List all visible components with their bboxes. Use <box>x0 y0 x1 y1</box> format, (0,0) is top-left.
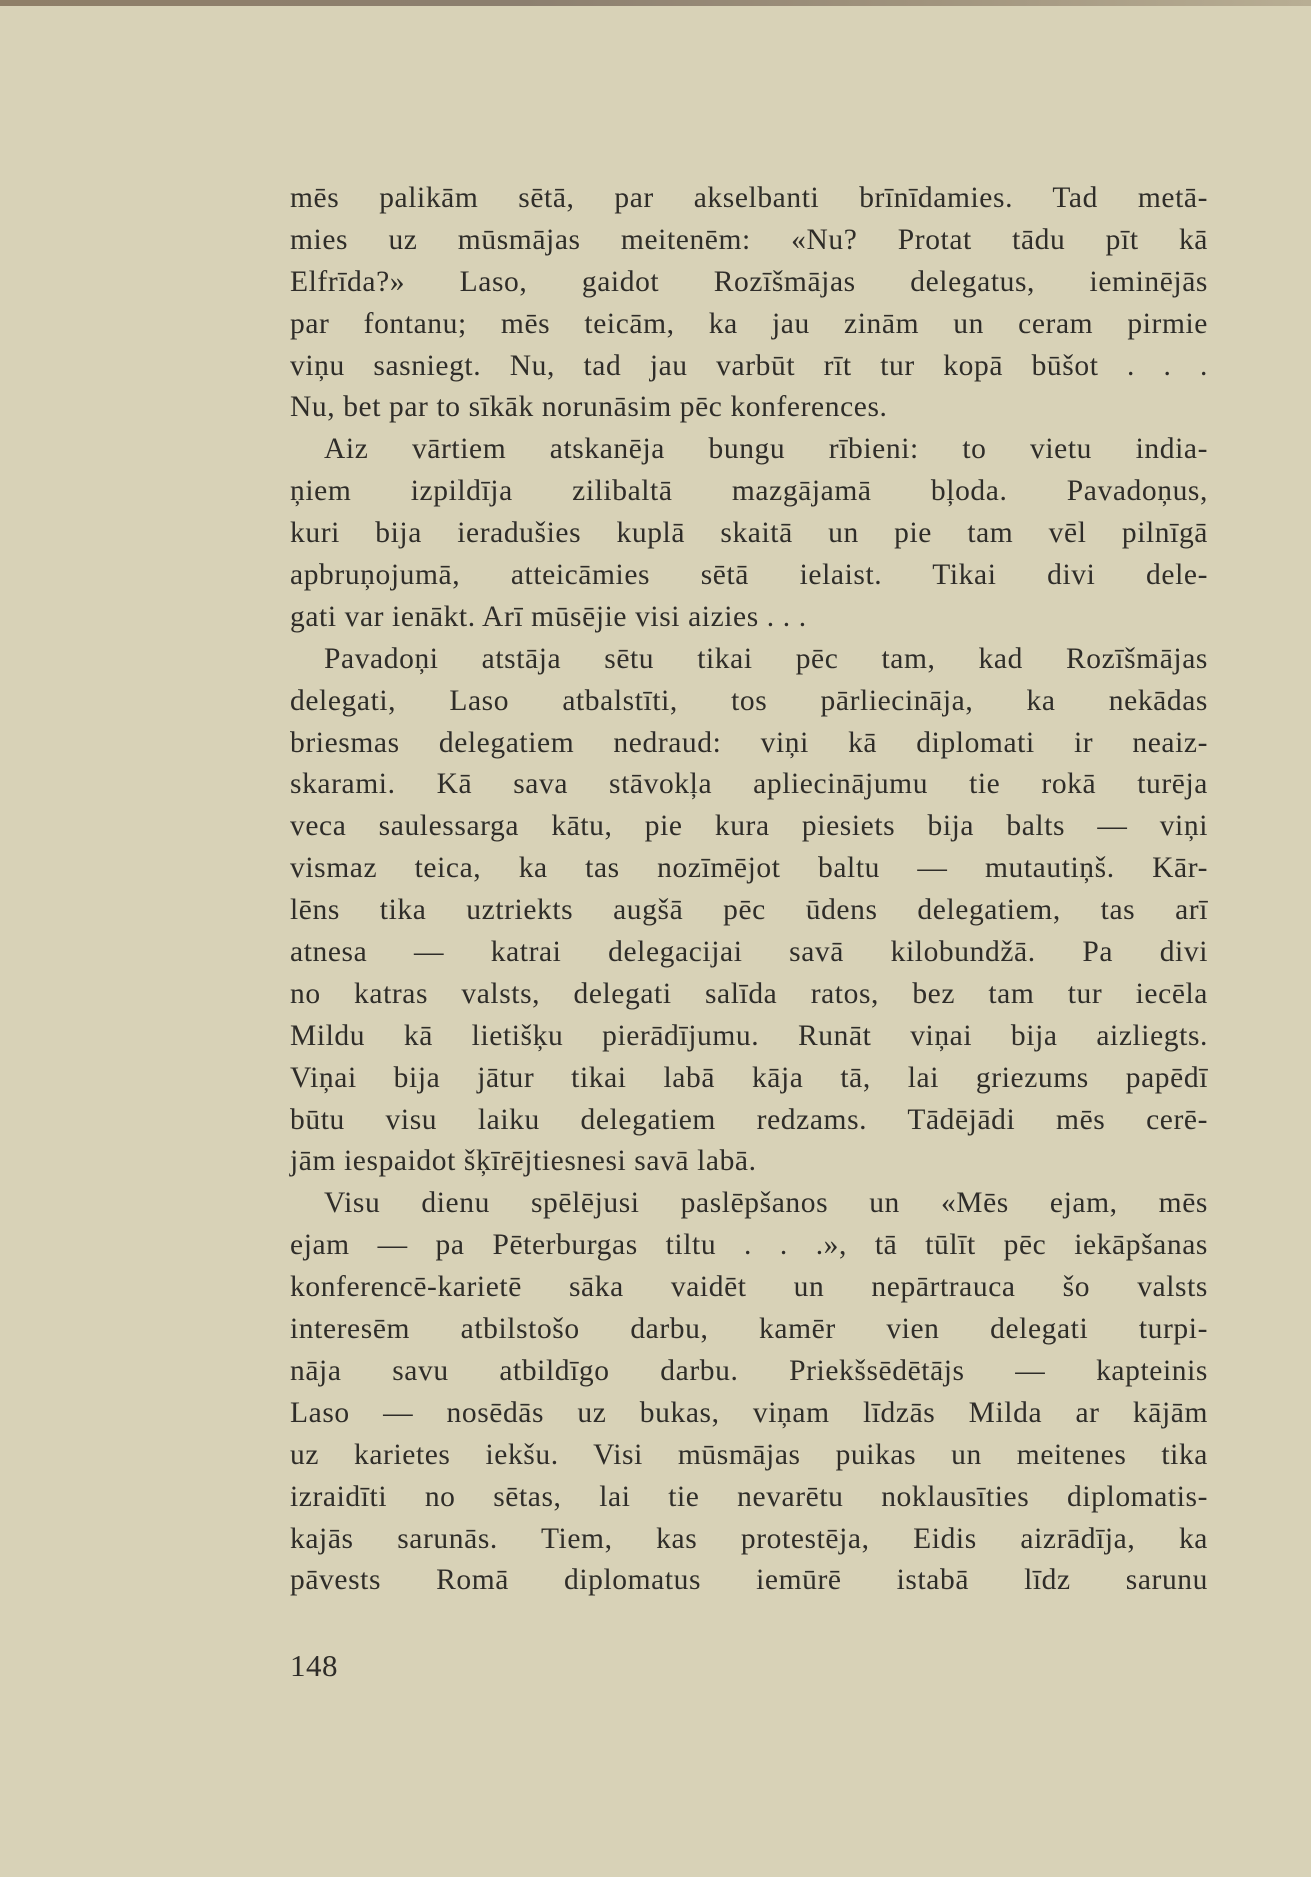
text-line: ejam — pa Pēterburgas tiltu . . .», tā tūlīt pēc iekāpšanas <box>290 1229 1208 1262</box>
text-line: Visu dienu spēlējusi paslēpšanos un «Mēs ejam, mēs <box>324 1187 1208 1220</box>
text-line: jām iespaidot šķīrējtiesnesi savā labā. <box>290 1145 757 1178</box>
page-number: 148 <box>290 1648 338 1683</box>
text-line: delegati, Laso atbalstīti, tos pārliecināja, ka nekādas <box>290 684 1208 717</box>
text-line: pāvests Romā diplomatus iemūrē istabā līdz sarunu <box>290 1564 1208 1597</box>
text-line: ņiem izpildīja zilibaltā mazgājamā bļoda. Pavadoņus, <box>290 475 1208 508</box>
text-line: apbruņojumā, atteicāmies sētā ielaist. Tikai divi dele- <box>290 559 1208 592</box>
text-line: lēns tika uztriekts augšā pēc ūdens delegatiem, tas arī <box>290 894 1208 927</box>
text-line: būtu visu laiku delegatiem redzams. Tādējādi mēs cerē- <box>290 1103 1208 1136</box>
text-line: interesēm atbilstošo darbu, kamēr vien delegati turpi- <box>290 1313 1208 1346</box>
text-line: skarami. Kā sava stāvokļa apliecinājumu tie rokā turēja <box>290 768 1208 801</box>
text-line: Elfrīda?» Laso, gaidot Rozīšmājas delegatus, ieminējās <box>290 265 1208 298</box>
text-line: mēs palikām sētā, par akselbanti brīnīdamies. Tad metā- <box>290 182 1208 214</box>
text-line: gati var ienākt. Arī mūsējie visi aizies . . . <box>290 600 807 633</box>
text-line: mies uz mūsmājas meitenēm: «Nu? Protat tādu pīt kā <box>290 223 1208 256</box>
text-line: kuri bija ieradušies kuplā skaitā un pie tam vēl pilnīgā <box>290 517 1208 550</box>
text-line: par fontanu; mēs teicām, ka jau zinām un ceram pirmie <box>290 307 1208 340</box>
text-line: Aiz vārtiem atskanēja bungu rībieni: to vietu india- <box>324 433 1208 466</box>
text-line: Pavadoņi atstāja sētu tikai pēc tam, kad Rozīšmājas <box>324 642 1208 675</box>
text-line: vismaz teica, ka tas nozīmējot baltu — mutautiņš. Kār- <box>290 852 1208 885</box>
text-line: veca saulessarga kātu, pie kura piesiets bija balts — viņi <box>290 810 1208 843</box>
body-text <box>290 178 1208 1602</box>
text-line: Mildu kā lietišķu pierādījumu. Runāt viņai bija aizliegts. <box>290 1019 1208 1052</box>
text-line: izraidīti no sētas, lai tie nevarētu noklausīties diplomatis- <box>290 1480 1208 1513</box>
text-line: Viņai bija jātur tikai labā kāja tā, lai griezums papēdī <box>290 1061 1208 1094</box>
text-line: briesmas delegatiem nedraud: viņi kā diplomati ir neaiz- <box>290 726 1208 759</box>
text-line: Nu, bet par to sīkāk norunāsim pēc konferences. <box>290 391 888 424</box>
text-line: konferencē-karietē sāka vaidēt un nepārtrauca šo valsts <box>290 1271 1208 1304</box>
page-top-edge <box>0 0 1311 6</box>
text-line: nāja savu atbildīgo darbu. Priekšsēdētājs — kapteinis <box>290 1354 1208 1387</box>
text-line: Laso — nosēdās uz bukas, viņam līdzās Milda ar kājām <box>290 1396 1208 1429</box>
text-line: kajās sarunās. Tiem, kas protestēja, Eidis aizrādīja, ka <box>290 1522 1208 1555</box>
text-line: viņu sasniegt. Nu, tad jau varbūt rīt tur kopā būšot . . . <box>290 349 1208 382</box>
text-line: uz karietes iekšu. Visi mūsmājas puikas un meitenes tika <box>290 1438 1208 1471</box>
text-line: no katras valsts, delegati salīda ratos, bez tam tur iecēla <box>290 977 1208 1010</box>
text-line: atnesa — katrai delegacijai savā kilobundžā. Pa divi <box>290 936 1208 969</box>
